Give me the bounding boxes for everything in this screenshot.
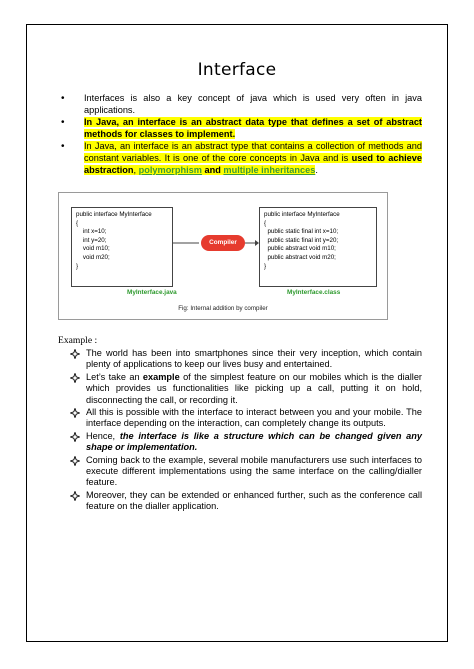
list-item — [70, 431, 422, 454]
list-item — [70, 455, 422, 489]
code-line: public abstract void m20; — [264, 253, 336, 261]
list-item-text: All this is possible with the interface to interact between you and your mobile. The interface depending on the interaction, can completely change its outputs. — [86, 407, 422, 429]
code-line: public static final int y=20; — [264, 236, 339, 244]
polymorphism-link[interactable]: polymorphism — [138, 164, 202, 175]
bullet-text-highlighted: In Java, an interface is an abstract data type that defines a set of abstract methods for classes to implement. — [84, 117, 422, 139]
code-line: public interface MyInterface — [76, 211, 152, 218]
list-item-bold-italic: the interface is like a structure which can be changed given any shape or implementation. — [86, 430, 422, 453]
bullet-text: Interfaces is also a key concept of java which is used very often in java applications. — [84, 93, 422, 115]
code-line: public interface MyInterface — [264, 211, 340, 218]
list-item-text: Hence, — [86, 430, 120, 441]
code-line: void m20; — [76, 253, 110, 261]
bullet-item — [70, 141, 422, 176]
list-item — [70, 407, 422, 430]
diamond-bullet-icon — [70, 432, 80, 442]
diamond-bullet-icon — [70, 456, 80, 466]
example-list — [70, 348, 422, 514]
compiler-badge: Compiler — [201, 235, 245, 251]
multiple-inheritances-link[interactable]: multiple inheritances — [223, 164, 316, 175]
compiler-figure — [58, 192, 388, 320]
figure-caption: Fig: Internal addition by compiler — [178, 305, 268, 312]
code-line: int x=10; — [76, 228, 107, 236]
bullet-text-highlighted: In Java, an interface is an abstract type that contains a collection of methods and constant variables. It is one of the core concepts in Java and is — [84, 141, 422, 163]
list-item-text: Coming back to the example, several mobile manufacturers use such interfaces to execute different implementations using the same interface on the calling/dialler feature. — [86, 454, 422, 488]
code-line: int y=20; — [76, 236, 107, 244]
bullet-item — [70, 117, 422, 140]
page-title: Interface — [197, 60, 277, 80]
list-item — [70, 490, 422, 513]
list-item-text: of the simplest feature on our mobiles which is the dialler which provides us functionalities like picking up a call, putting it on hold, disconnecting the call, or recording it. — [86, 371, 422, 405]
class-file-caption: MyInterface.class — [287, 289, 341, 296]
bullet-separator: and — [201, 164, 224, 175]
code-line: { — [76, 219, 79, 227]
list-item-bold: example — [142, 371, 180, 382]
code-line: } — [264, 262, 267, 270]
list-item — [70, 372, 422, 406]
bullet-list — [70, 93, 422, 177]
bullet-separator: , — [133, 164, 139, 175]
compiled-code-box — [259, 207, 377, 287]
code-line: { — [264, 219, 267, 227]
diamond-bullet-icon — [70, 349, 80, 359]
diamond-bullet-icon — [70, 373, 80, 383]
list-item-text: Moreover, they can be extended or enhanced further, such as the conference call feature on the dialler application. — [86, 489, 422, 512]
source-file-caption: MyInterface.java — [127, 289, 177, 296]
code-line: } — [76, 262, 79, 270]
code-line: public static final int x=10; — [264, 228, 339, 236]
code-line: public abstract void m10; — [264, 245, 336, 253]
code-line: void m10; — [76, 245, 110, 253]
list-item-text: The world has been into smartphones since their very inception, which contain plenty of applications to keep our lives busy and entertained. — [86, 348, 422, 370]
diamond-bullet-icon — [70, 491, 80, 501]
example-heading: Example : — [58, 335, 98, 346]
bullet-end: . — [315, 164, 318, 175]
bullet-text-bold: used to achieve abstraction — [84, 152, 422, 175]
source-code-box — [71, 207, 173, 287]
diamond-bullet-icon — [70, 408, 80, 418]
list-item-text: Let’s take an — [86, 371, 143, 382]
bullet-item — [70, 93, 422, 116]
list-item — [70, 348, 422, 371]
